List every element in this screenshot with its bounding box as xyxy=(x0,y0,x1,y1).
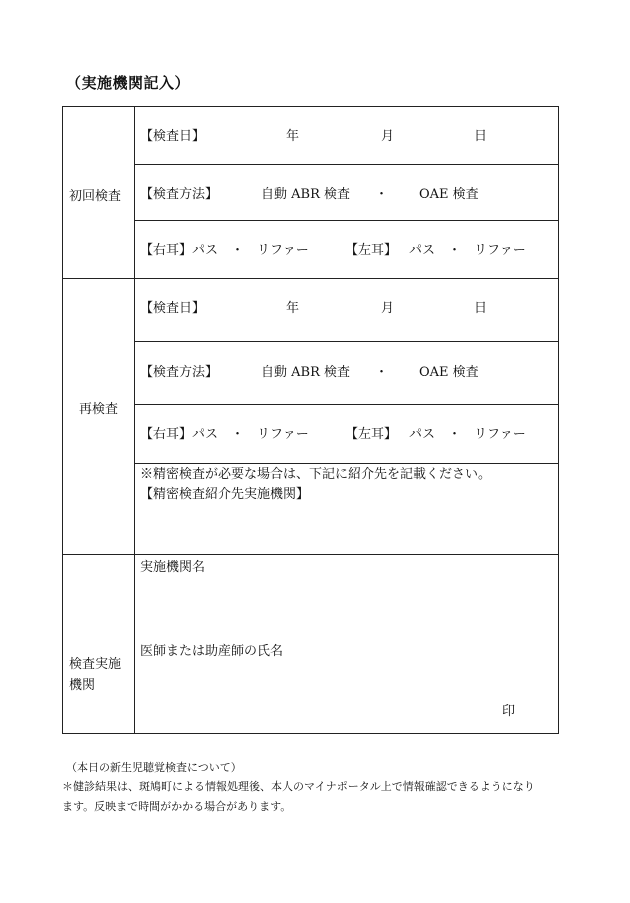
recheck-right-ear-result[interactable]: 【右耳】パス ・ リファー xyxy=(140,427,309,442)
initial-day-field[interactable]: 日 xyxy=(474,129,488,144)
initial-right-ear-result[interactable]: 【右耳】パス ・ リファー xyxy=(140,243,309,258)
method-separator: ・ xyxy=(375,187,389,202)
recheck-left-ear-label: 【左耳】 xyxy=(345,427,398,442)
initial-left-ear-result[interactable]: パス ・ リファー xyxy=(409,243,526,258)
recheck-method-oae-option[interactable]: OAE 検査 xyxy=(419,365,479,380)
notes-line: ます。反映まで時間がかかる場合があります。 xyxy=(62,800,292,813)
row-divider xyxy=(134,404,558,405)
recheck-method-abr-option[interactable]: 自動 ABR 検査 xyxy=(261,365,350,380)
recheck-left-ear-result[interactable]: パス ・ リファー xyxy=(409,427,526,442)
institution-name-label: 実施機関名 xyxy=(140,560,206,575)
row-divider xyxy=(134,164,558,165)
section-divider xyxy=(63,278,558,279)
seal-mark: 印 xyxy=(502,704,516,719)
referral-institution-label: 【精密検査紹介先実施機関】 xyxy=(140,487,310,502)
initial-year-field[interactable]: 年 xyxy=(286,129,300,144)
initial-date-label: 【検査日】 xyxy=(140,129,206,144)
initial-method-abr-option[interactable]: 自動 ABR 検査 xyxy=(261,187,350,202)
notes-title: （本日の新生児聴覚検査について） xyxy=(66,761,242,774)
institution-label-cont: 機関 xyxy=(69,678,96,693)
form-heading: （実施機関記入） xyxy=(66,74,191,92)
recheck-label: 再検査 xyxy=(79,402,119,417)
initial-method-oae-option[interactable]: OAE 検査 xyxy=(419,187,479,202)
method-separator: ・ xyxy=(375,365,389,380)
referral-note: ※精密検査が必要な場合は、下記に紹介先を記載ください。 xyxy=(140,467,492,482)
label-column-divider xyxy=(134,107,135,733)
notes-line: ＊健診結果は、斑鳩町による情報処理後、本人のマイナポータル上で情報確認できるようになり xyxy=(62,780,535,793)
recheck-year-field[interactable]: 年 xyxy=(286,301,300,316)
row-divider xyxy=(134,341,558,342)
recheck-month-field[interactable]: 月 xyxy=(381,301,395,316)
initial-left-ear-label: 【左耳】 xyxy=(345,243,398,258)
initial-exam-label: 初回検査 xyxy=(69,189,122,204)
initial-method-label: 【検査方法】 xyxy=(140,187,219,202)
row-divider xyxy=(134,463,558,464)
screening-record-form xyxy=(62,106,559,734)
doctor-midwife-name-label: 医師または助産師の氏名 xyxy=(140,644,284,659)
row-divider xyxy=(134,220,558,221)
initial-month-field[interactable]: 月 xyxy=(381,129,395,144)
section-divider xyxy=(63,554,558,555)
institution-label: 検査実施 xyxy=(69,657,122,672)
recheck-date-label: 【検査日】 xyxy=(140,301,206,316)
recheck-method-label: 【検査方法】 xyxy=(140,365,219,380)
recheck-day-field[interactable]: 日 xyxy=(474,301,488,316)
